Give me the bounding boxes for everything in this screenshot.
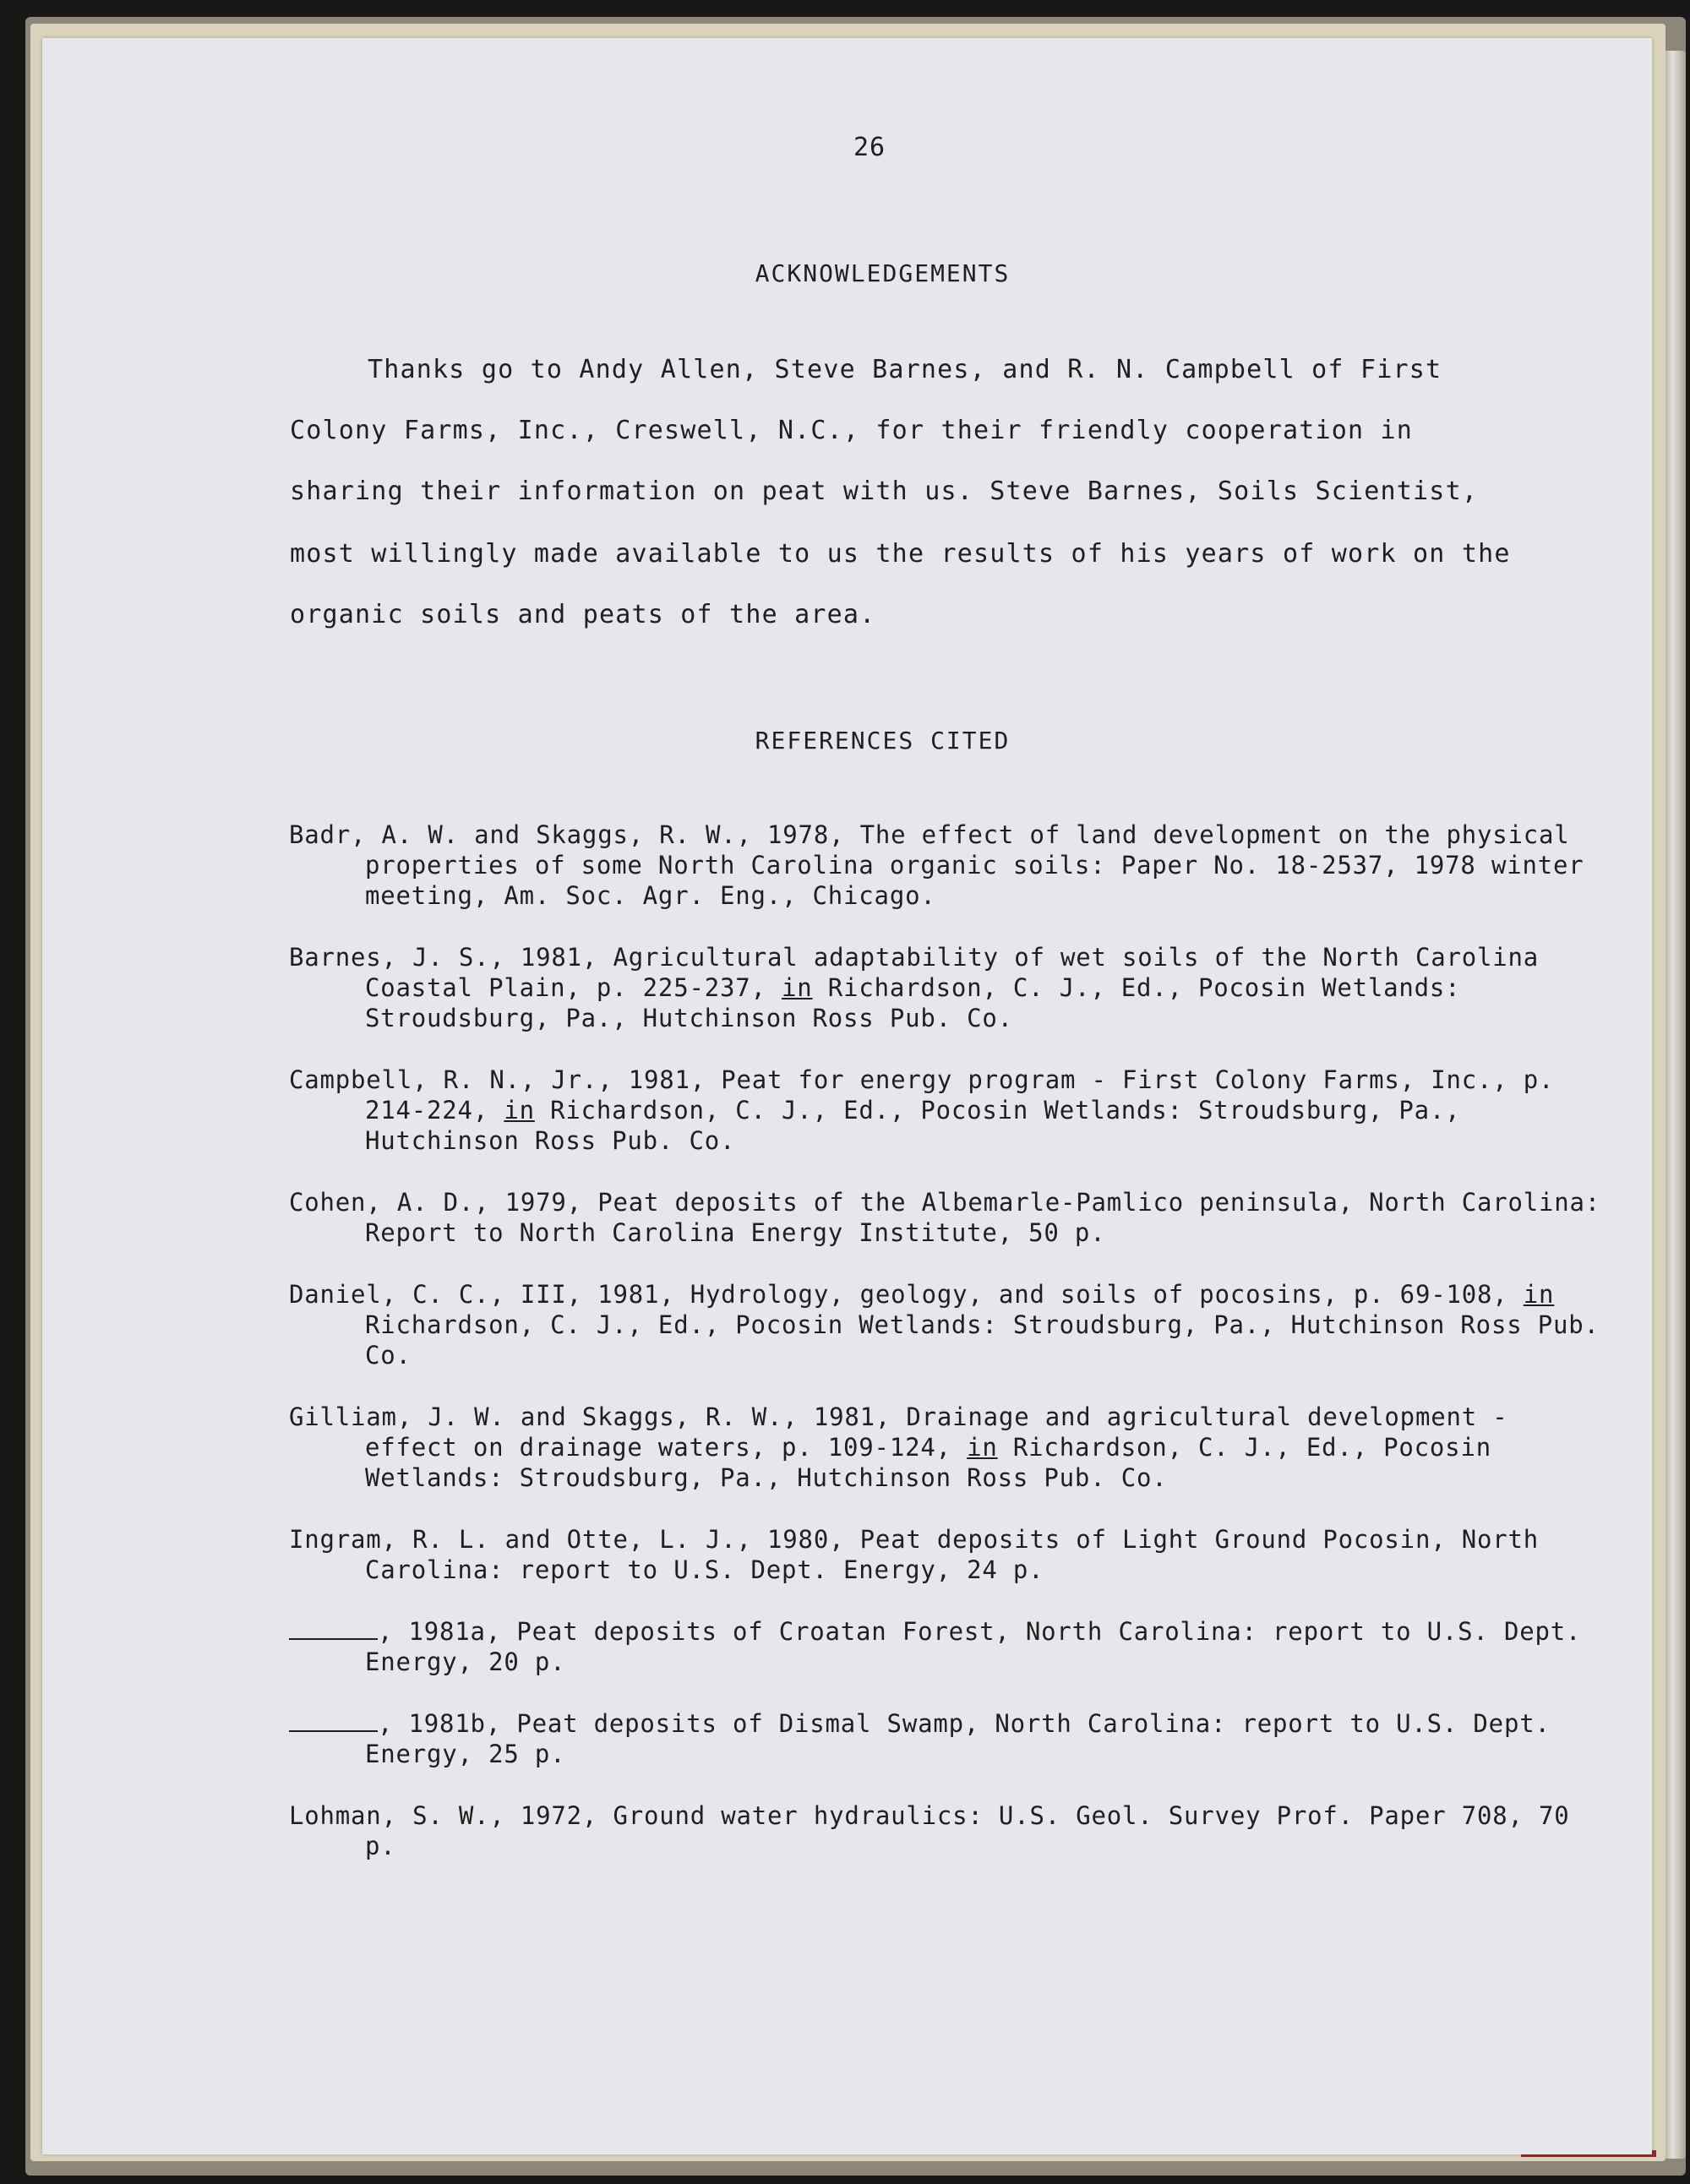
reference-text: Daniel, C. C., III, 1981, Hydrology, geology, and soils of pocosins, p. 69-108, bbox=[289, 1280, 1524, 1309]
reference-in-underlined: in bbox=[1523, 1280, 1555, 1309]
reference-text-continued: Richardson, C. J., Ed., Pocosin Wetlands: Stroudsburg, Pa., Hutchinson Ross Pub. Co. bbox=[365, 1310, 1600, 1370]
reference-text: , 1981b, Peat deposits of Dismal Swamp, North Carolina: report to U.S. Dept. Energy, 25 p. bbox=[365, 1709, 1551, 1768]
acknowledgements-line: organic soils and peats of the area. bbox=[290, 600, 876, 629]
reference-entry bbox=[289, 1065, 1607, 1156]
acknowledgements-line: most willingly made available to us the results of his years of work on the bbox=[290, 539, 1511, 569]
reference-text-continued: Richardson, C. J., Ed., Pocosin Wetlands: Stroudsburg, Pa., Hutchinson Ross Pub. Co. bbox=[365, 973, 1461, 1032]
reference-text: Campbell, R. N., Jr., 1981, Peat for energy program - First Colony Farms, Inc., p. 214-224, bbox=[289, 1065, 1555, 1125]
acknowledgements-heading: ACKNOWLEDGEMENTS bbox=[755, 259, 1011, 287]
references-heading: REFERENCES CITED bbox=[755, 727, 1011, 754]
reference-in-underlined: in bbox=[967, 1433, 998, 1462]
reference-entry bbox=[289, 1187, 1607, 1248]
reference-entry bbox=[289, 1402, 1607, 1493]
reference-entry bbox=[289, 820, 1607, 911]
reference-entry bbox=[289, 1279, 1607, 1370]
reference-text: Cohen, A. D., 1979, Peat deposits of the Albemarle-Pamlico peninsula, North Carolina: Report to North Carolina Energy Institute, 50 p. bbox=[289, 1188, 1601, 1247]
ditto-blank-line bbox=[289, 1712, 378, 1732]
reference-entry-ditto bbox=[289, 1616, 1607, 1677]
reference-text: Gilliam, J. W. and Skaggs, R. W., 1981, Drainage and agricultural development - effect on drainage waters, p. 109-124, bbox=[289, 1402, 1508, 1462]
acknowledgements-line: Colony Farms, Inc., Creswell, N.C., for their friendly cooperation in bbox=[290, 416, 1414, 445]
ditto-blank-line bbox=[289, 1620, 378, 1640]
reference-text: Ingram, R. L. and Otte, L. J., 1980, Peat deposits of Light Ground Pocosin, North Carolina: report to U.S. Dept. Energy, 24 p. bbox=[289, 1525, 1540, 1584]
reference-in-underlined: in bbox=[782, 973, 813, 1002]
reference-text-continued: Richardson, C. J., Ed., Pocosin Wetlands: Stroudsburg, Pa., Hutchinson Ross Pub. Co. bbox=[365, 1096, 1461, 1155]
reference-text-continued: Richardson, C. J., Ed., Pocosin Wetlands: Stroudsburg, Pa., Hutchinson Ross Pub. Co. bbox=[365, 1433, 1491, 1492]
acknowledgements-line: Thanks go to Andy Allen, Steve Barnes, and R. N. Campbell of First bbox=[368, 355, 1442, 384]
reference-entry bbox=[289, 942, 1607, 1033]
reference-in-underlined: in bbox=[504, 1096, 535, 1125]
acknowledgements-line: sharing their information on peat with us. Steve Barnes, Soils Scientist, bbox=[290, 477, 1479, 506]
document-page bbox=[42, 38, 1652, 2154]
reference-entry bbox=[289, 1524, 1607, 1585]
references-list bbox=[289, 820, 1607, 1893]
reference-text: Badr, A. W. and Skaggs, R. W., 1978, The effect of land development on the physical properties of some North Carolina organic soils: Paper No. 18-2537, 1978 winter meeting, Am. Soc. Agr. Eng., Chicago. bbox=[289, 820, 1584, 910]
reference-entry-ditto bbox=[289, 1708, 1607, 1769]
page-number: 26 bbox=[853, 133, 886, 162]
reference-text: Lohman, S. W., 1972, Ground water hydraulics: U.S. Geol. Survey Prof. Paper 708, 70 p. bbox=[289, 1801, 1570, 1860]
reference-text: Barnes, J. S., 1981, Agricultural adaptability of wet soils of the North Carolina Coastal Plain, p. 225-237, bbox=[289, 943, 1540, 1002]
reference-entry bbox=[289, 1800, 1607, 1861]
reference-text: , 1981a, Peat deposits of Croatan Forest, North Carolina: report to U.S. Dept. Energy, 20 p. bbox=[365, 1617, 1582, 1676]
